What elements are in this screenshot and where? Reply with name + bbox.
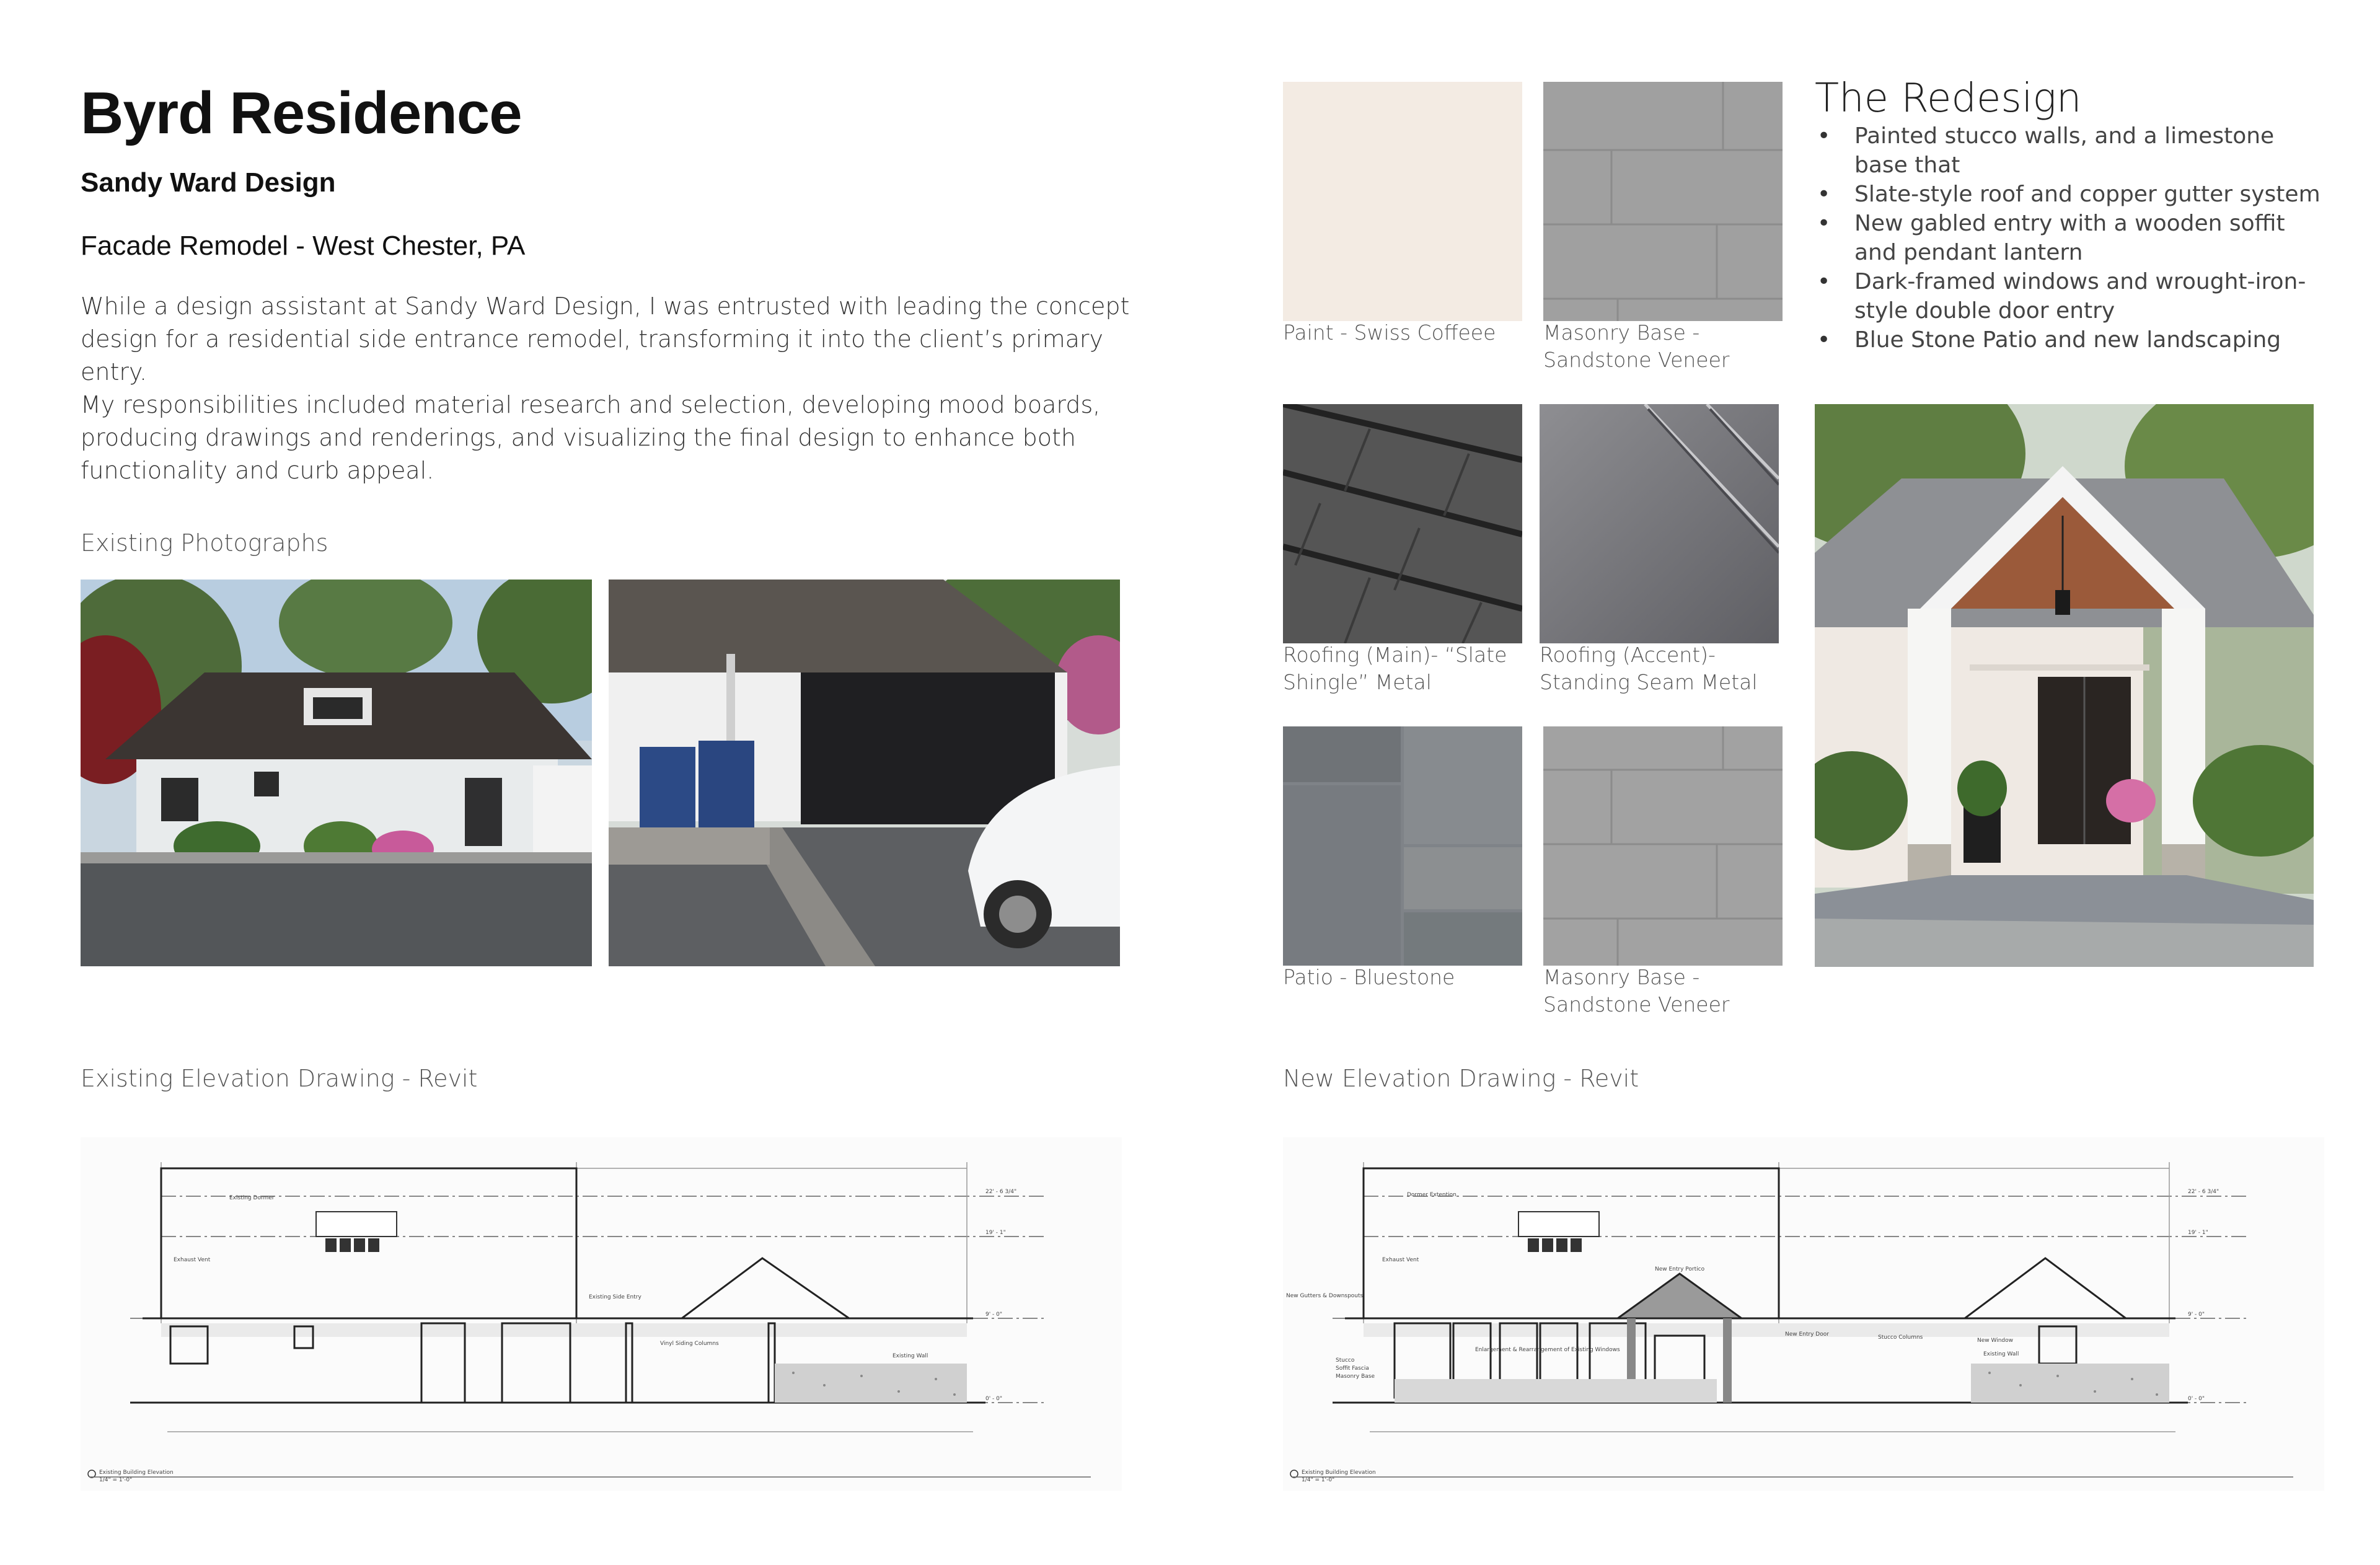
drawing-note: New Window — [1977, 1338, 2013, 1344]
drawing-note: Existing Dormer — [229, 1195, 275, 1201]
existing-photo-front — [81, 580, 592, 966]
level-label: 19' - 1" — [2188, 1230, 2208, 1236]
level-label: 19' - 1" — [985, 1230, 1006, 1236]
redesign-title: The Redesign — [1815, 76, 2082, 121]
new-elevation-drawing — [1283, 1137, 2324, 1491]
drawing-note: Dormer Extention — [1407, 1192, 1457, 1198]
drawing-note: New Entry Door — [1785, 1331, 1829, 1338]
intro-paragraph-1: While a design assistant at Sandy Ward Design, I was entrusted with leading the concept design for a residential side entrance remodel, transforming it into the client’s primary entry. — [81, 293, 1130, 386]
page-title: Byrd Residence — [81, 80, 522, 146]
level-label: 9' - 0" — [2188, 1312, 2205, 1318]
new-elevation-label: New Elevation Drawing - Revit — [1283, 1065, 1639, 1092]
drawing-caption: Existing Building Elevation — [99, 1470, 174, 1476]
existing-photo-garage — [609, 580, 1120, 966]
redesign-bullet: • Slate-style roof and copper gutter system — [1815, 180, 2323, 209]
existing-elevation-label: Existing Elevation Drawing - Revit — [81, 1065, 478, 1092]
level-label: 9' - 0" — [985, 1312, 1003, 1318]
redesign-bullet: • Painted stucco walls, and a limestone base that — [1815, 121, 2323, 180]
level-label: 0' - 0" — [2188, 1396, 2205, 1402]
drawing-note: Masonry Base — [1336, 1373, 1375, 1380]
drawing-note: Vinyl Siding Columns — [660, 1341, 719, 1347]
drawing-note: Exhaust Vent — [174, 1257, 211, 1263]
level-label: 0' - 0" — [985, 1396, 1003, 1402]
drawing-note: Exhaust Vent — [1382, 1257, 1419, 1263]
swatch-masonry-sandstone-2 — [1543, 726, 1783, 966]
swatch-roofing-standing-seam — [1540, 404, 1779, 643]
level-label: 22' - 6 3/4" — [985, 1189, 1017, 1195]
existing-photographs-label: Existing Photographs — [81, 529, 328, 557]
swatch-masonry-sandstone — [1543, 82, 1783, 321]
drawing-note: Stucco — [1336, 1357, 1355, 1364]
drawing-note: Existing Side Entry — [589, 1294, 641, 1300]
swatch-roofing-slate — [1283, 404, 1522, 643]
swatch-caption: Roofing (Accent)- Standing Seam Metal — [1540, 643, 1758, 694]
swatch-caption: Masonry Base - Sandstone Veneer — [1543, 965, 1730, 1016]
swatch-patio-bluestone — [1283, 726, 1522, 966]
redesign-bullet: • Blue Stone Patio and new landscaping — [1815, 325, 2323, 355]
drawing-note: New Gutters & Downspouts — [1286, 1293, 1364, 1299]
drawing-note: Existing Wall — [1983, 1351, 2019, 1357]
swatch-caption: Paint - Swiss Coffeee — [1283, 320, 1496, 345]
redesign-bullet: • Dark-framed windows and wrought-iron-style double door entry — [1815, 267, 2323, 325]
drawing-note: Existing Wall — [892, 1353, 928, 1359]
drawing-note: Stucco Columns — [1878, 1334, 1923, 1341]
drawing-scale: 1/4" = 1'-0" — [1302, 1477, 1335, 1483]
drawing-note: New Entry Portico — [1655, 1266, 1705, 1272]
redesign-rendering — [1815, 404, 2314, 967]
swatch-paint-swiss-coffee — [1283, 82, 1522, 321]
project-title: Facade Remodel - West Chester, PA — [81, 231, 526, 261]
redesign-bullet-list — [1815, 121, 2323, 355]
level-label: 22' - 6 3/4" — [2188, 1189, 2219, 1195]
redesign-bullet: • New gabled entry with a wooden soffit and pendant lantern — [1815, 209, 2323, 267]
existing-elevation-drawing — [81, 1137, 1122, 1491]
drawing-caption: Existing Building Elevation — [1302, 1470, 1376, 1476]
drawing-scale: 1/4" = 1'-0" — [99, 1477, 133, 1483]
drawing-note: Soffit Fascia — [1336, 1365, 1369, 1372]
firm-name: Sandy Ward Design — [81, 167, 336, 198]
swatch-caption: Masonry Base - Sandstone Veneer — [1543, 320, 1730, 372]
swatch-caption: Roofing (Main)- “Slate Shingle” Metal — [1283, 643, 1507, 694]
drawing-note: Enlargement & Rearrangement of Existing Windows — [1475, 1347, 1620, 1353]
intro-paragraph-2: My responsibilities included material research and selection, developing mood boards, producing drawings and renderings, and visualizing the final design to enhance both functionality and curb appeal. — [81, 391, 1101, 484]
swatch-caption: Patio - Bluestone — [1283, 965, 1455, 989]
